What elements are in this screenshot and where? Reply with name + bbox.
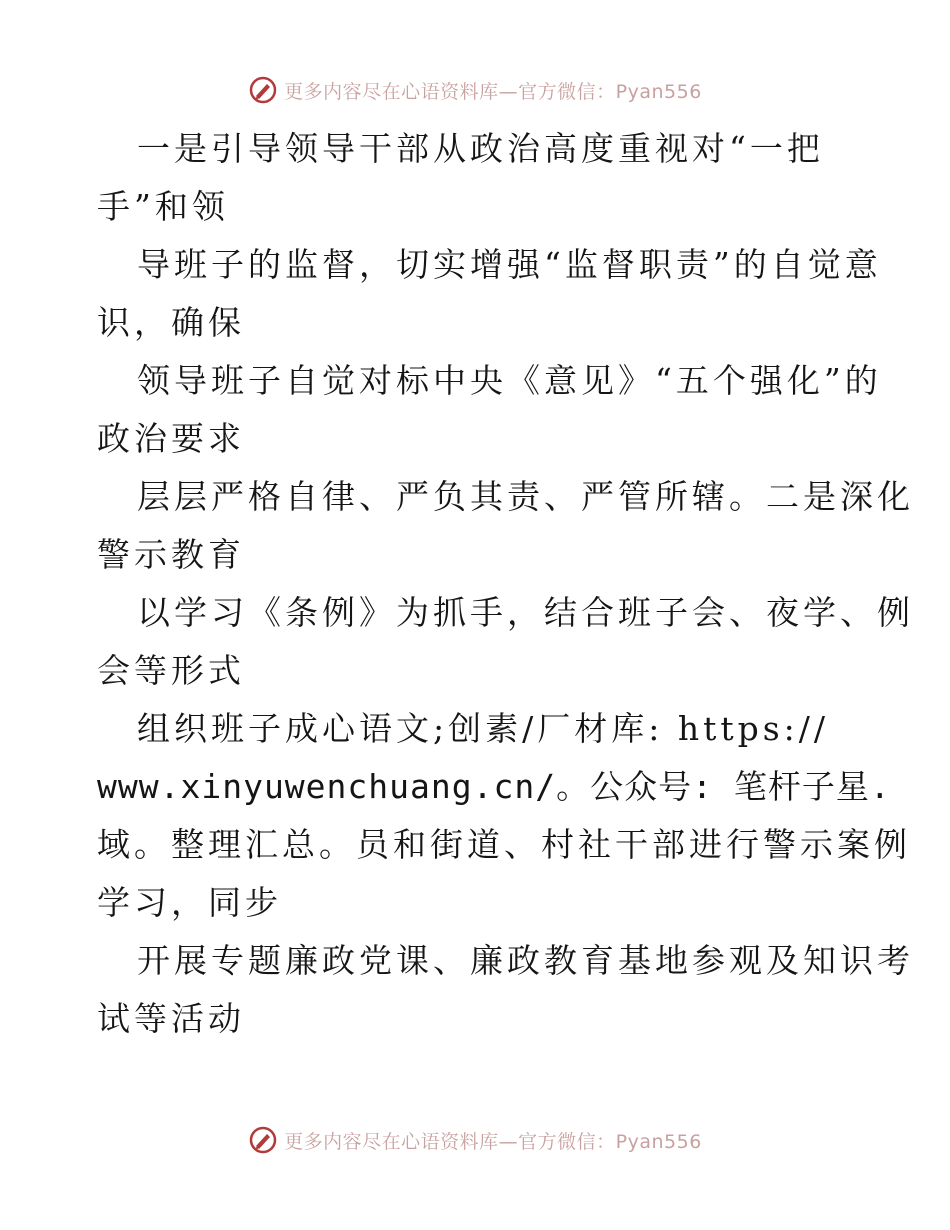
header-watermark xyxy=(0,70,950,110)
body-line: 领导班子自觉对标中央《意见》“五个强化”的 xyxy=(137,361,882,400)
body-line: 政治要求 xyxy=(97,419,245,458)
footer-watermark-text: 更多内容尽在心语资料库—官方微信：Pyan556 xyxy=(284,1130,702,1153)
body-line: 以学习《条例》为抓手，结合班子会、夜学、例 xyxy=(137,593,914,632)
body-line: 警示教育 xyxy=(97,535,245,574)
body-line: 手”和领 xyxy=(97,187,229,226)
body-line: 开展专题廉政党课、廉政教育基地参观及知识考 xyxy=(137,941,914,980)
body-line: 学习，同步 xyxy=(97,883,282,922)
pen-seal-logo-icon xyxy=(248,75,278,105)
body-line: 一是引导领导干部从政治高度重视对“一把 xyxy=(137,129,824,168)
body-line: 试等活动 xyxy=(97,999,245,1038)
body-line: 会等形式 xyxy=(97,651,245,690)
body-line: 层层严格自律、严负其责、严管所辖。二是深化 xyxy=(137,477,914,516)
body-line: 域。整理汇总。员和街道、村社干部进行警示案例 xyxy=(97,825,911,864)
body-line-url: www.xinyuwenchuang.cn/。公众号: 笔杆子星. xyxy=(97,767,891,806)
document-body xyxy=(97,120,914,1048)
body-line: 导班子的监督，切实增强“监督职责”的自觉意 xyxy=(137,245,882,284)
body-line: 组织班子成心语文;创素/厂材库: https:// xyxy=(137,709,830,748)
pen-seal-logo-icon xyxy=(248,1125,278,1155)
footer-watermark xyxy=(0,1120,950,1160)
body-line: 识，确保 xyxy=(97,303,245,342)
header-watermark-text: 更多内容尽在心语资料库—官方微信：Pyan556 xyxy=(284,80,702,103)
